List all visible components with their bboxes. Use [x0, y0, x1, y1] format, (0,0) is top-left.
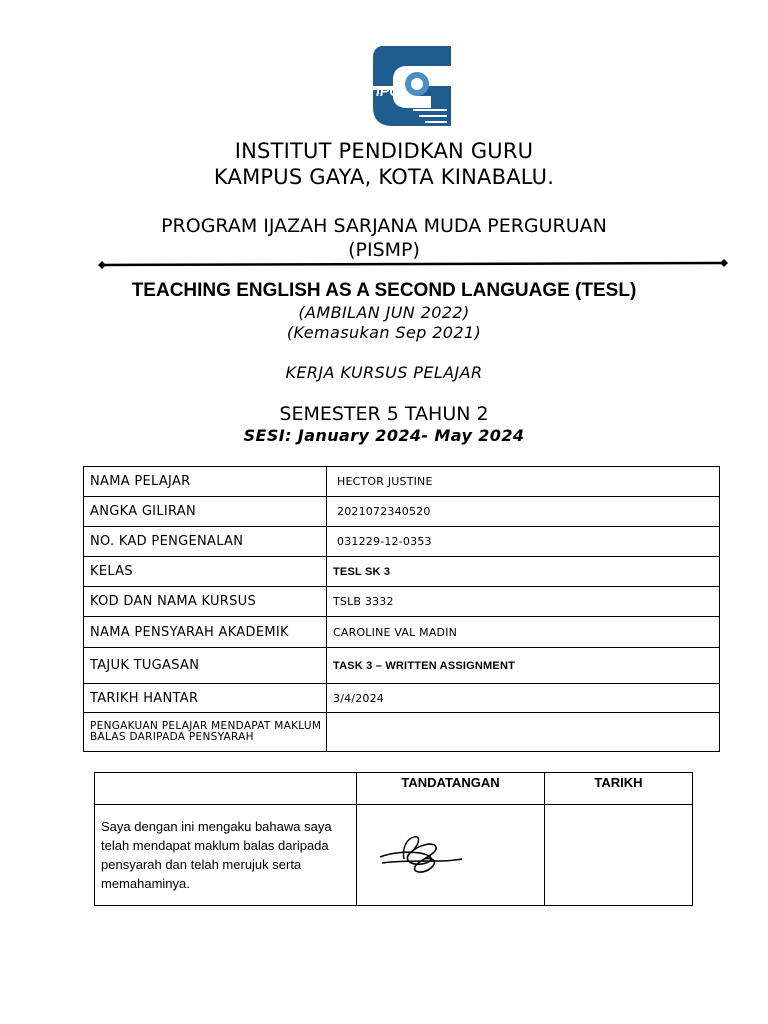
value-ic-number: 031229-12-0353	[327, 527, 720, 557]
logo-text: iPG	[376, 83, 401, 99]
table-row	[95, 773, 693, 805]
handwritten-signature	[376, 831, 466, 879]
value-course: TSLB 3332	[327, 587, 720, 617]
table-row	[84, 467, 720, 497]
table-row	[84, 587, 720, 617]
label-task-title: TAJUK TUGASAN	[84, 648, 327, 684]
value-class: TESL SK 3	[327, 557, 720, 587]
header-signature: TANDATANGAN	[357, 773, 545, 805]
label-course: KOD DAN NAMA KURSUS	[84, 587, 327, 617]
semester: SEMESTER 5 TAHUN 2	[279, 403, 489, 425]
value-index-number: 2021072340520	[327, 497, 720, 527]
label-lecturer: NAMA PENSYARAH AKADEMIK	[84, 617, 327, 648]
divider-rule	[98, 259, 728, 271]
value-feedback-acknowledgement	[327, 713, 720, 752]
signature-table	[94, 772, 693, 906]
value-submission-date: 3/4/2024	[327, 684, 720, 713]
table-row	[95, 805, 693, 906]
coursework-label: KERJA KURSUS PELAJAR	[285, 363, 483, 382]
table-row	[84, 617, 720, 648]
table-row	[84, 648, 720, 684]
table-row	[84, 557, 720, 587]
label-feedback-acknowledgement: PENGAKUAN PELAJAR MENDAPAT MAKLUM BALAS DARIPADA PENSYARAH	[84, 713, 327, 752]
table-row	[84, 684, 720, 713]
table-row	[84, 497, 720, 527]
session: SESI: January 2024- May 2024	[243, 426, 525, 445]
program-name: PROGRAM IJAZAH SARJANA MUDA PERGURUAN	[161, 215, 607, 237]
label-ic-number: NO. KAD PENGENALAN	[84, 527, 327, 557]
institute-name: INSTITUT PENDIDKAN GURU	[234, 139, 534, 163]
header-date: TARIKH	[545, 773, 693, 805]
label-class: KELAS	[84, 557, 327, 587]
acknowledgement-statement: Saya dengan ini mengaku bahawa saya telah mendapat maklum balas daripada pensyarah dan telah merujuk serta memahaminya.	[95, 805, 357, 906]
label-student-name: NAMA PELAJAR	[84, 467, 327, 497]
label-submission-date: TARIKH HANTAR	[84, 684, 327, 713]
program-code: (PISMP)	[348, 239, 420, 261]
intake: (AMBILAN JUN 2022)	[298, 303, 470, 322]
value-task-title: TASK 3 – WRITTEN ASSIGNMENT	[327, 648, 720, 684]
label-index-number: ANGKA GILIRAN	[84, 497, 327, 527]
value-student-name: HECTOR JUSTINE	[327, 467, 720, 497]
table-row	[84, 527, 720, 557]
blank-header	[95, 773, 357, 805]
signature-cell	[357, 805, 545, 906]
institute-campus: KAMPUS GAYA, KOTA KINABALU.	[213, 165, 555, 189]
course-title: TEACHING ENGLISH AS A SECOND LANGUAGE (TESL)	[131, 280, 637, 301]
admission: (Kemasukan Sep 2021)	[286, 323, 482, 342]
student-info-table	[83, 466, 720, 752]
date-cell	[545, 805, 693, 906]
value-lecturer: CAROLINE VAL MADIN	[327, 617, 720, 648]
ipg-logo	[373, 46, 451, 126]
table-row	[84, 713, 720, 752]
